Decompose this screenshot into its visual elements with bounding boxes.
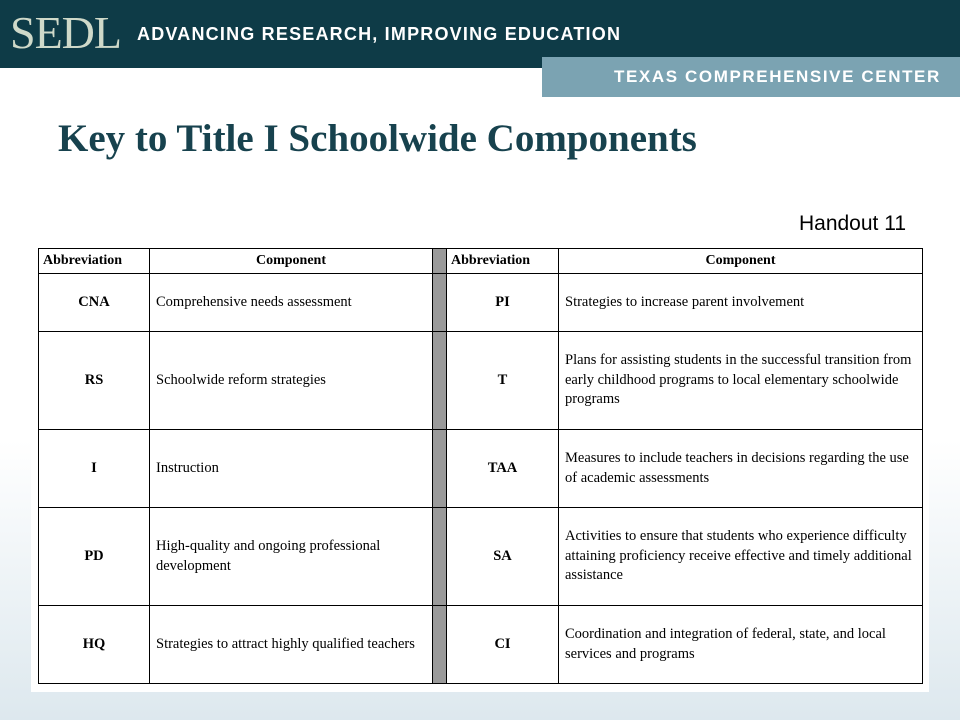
component-cell: Strategies to increase parent involvement xyxy=(559,274,923,332)
abbr-cell: I xyxy=(39,430,150,508)
abbr-cell: TAA xyxy=(447,430,559,508)
header-abbreviation-left: Abbreviation xyxy=(39,249,150,274)
table-header-row xyxy=(39,249,923,274)
component-cell: Comprehensive needs assessment xyxy=(150,274,433,332)
table-row xyxy=(39,508,923,606)
abbr-cell: T xyxy=(447,332,559,430)
component-cell: Plans for assisting students in the successful transition from early childhood programs to local elementary schoolwide programs xyxy=(559,332,923,430)
component-cell: Activities to ensure that students who experience difficulty attaining proficiency receive effective and timely additional assistance xyxy=(559,508,923,606)
abbr-cell: PI xyxy=(447,274,559,332)
component-cell: Strategies to attract highly qualified teachers xyxy=(150,606,433,684)
table-row xyxy=(39,430,923,508)
components-table-panel xyxy=(31,240,929,692)
component-cell: Coordination and integration of federal, state, and local services and programs xyxy=(559,606,923,684)
header-component-left: Component xyxy=(150,249,433,274)
abbr-cell: RS xyxy=(39,332,150,430)
column-separator xyxy=(433,430,447,508)
column-separator xyxy=(433,332,447,430)
sedl-logo xyxy=(10,9,121,57)
table-row xyxy=(39,332,923,430)
abbr-cell: CNA xyxy=(39,274,150,332)
column-separator xyxy=(433,606,447,684)
header-abbreviation-right: Abbreviation xyxy=(447,249,559,274)
subheader-text: TEXAS COMPREHENSIVE CENTER xyxy=(614,67,941,86)
component-cell: Measures to include teachers in decisions regarding the use of academic assessments xyxy=(559,430,923,508)
component-cell: Schoolwide reform strategies xyxy=(150,332,433,430)
column-separator xyxy=(433,274,447,332)
tagline: ADVANCING RESEARCH, IMPROVING EDUCATION xyxy=(137,24,622,44)
page-title: Key to Title I Schoolwide Components xyxy=(58,117,697,160)
components-table xyxy=(38,248,923,684)
abbr-cell: CI xyxy=(447,606,559,684)
component-cell: Instruction xyxy=(150,430,433,508)
logo-text: SEDL xyxy=(10,7,121,58)
subheader-bar xyxy=(542,57,960,97)
column-separator xyxy=(433,249,447,274)
abbr-cell: HQ xyxy=(39,606,150,684)
handout-label: Handout 11 xyxy=(798,212,906,235)
abbr-cell: SA xyxy=(447,508,559,606)
component-cell: High-quality and ongoing professional development xyxy=(150,508,433,606)
header-component-right: Component xyxy=(559,249,923,274)
table-row xyxy=(39,606,923,684)
abbr-cell: PD xyxy=(39,508,150,606)
column-separator xyxy=(433,508,447,606)
table-row xyxy=(39,274,923,332)
